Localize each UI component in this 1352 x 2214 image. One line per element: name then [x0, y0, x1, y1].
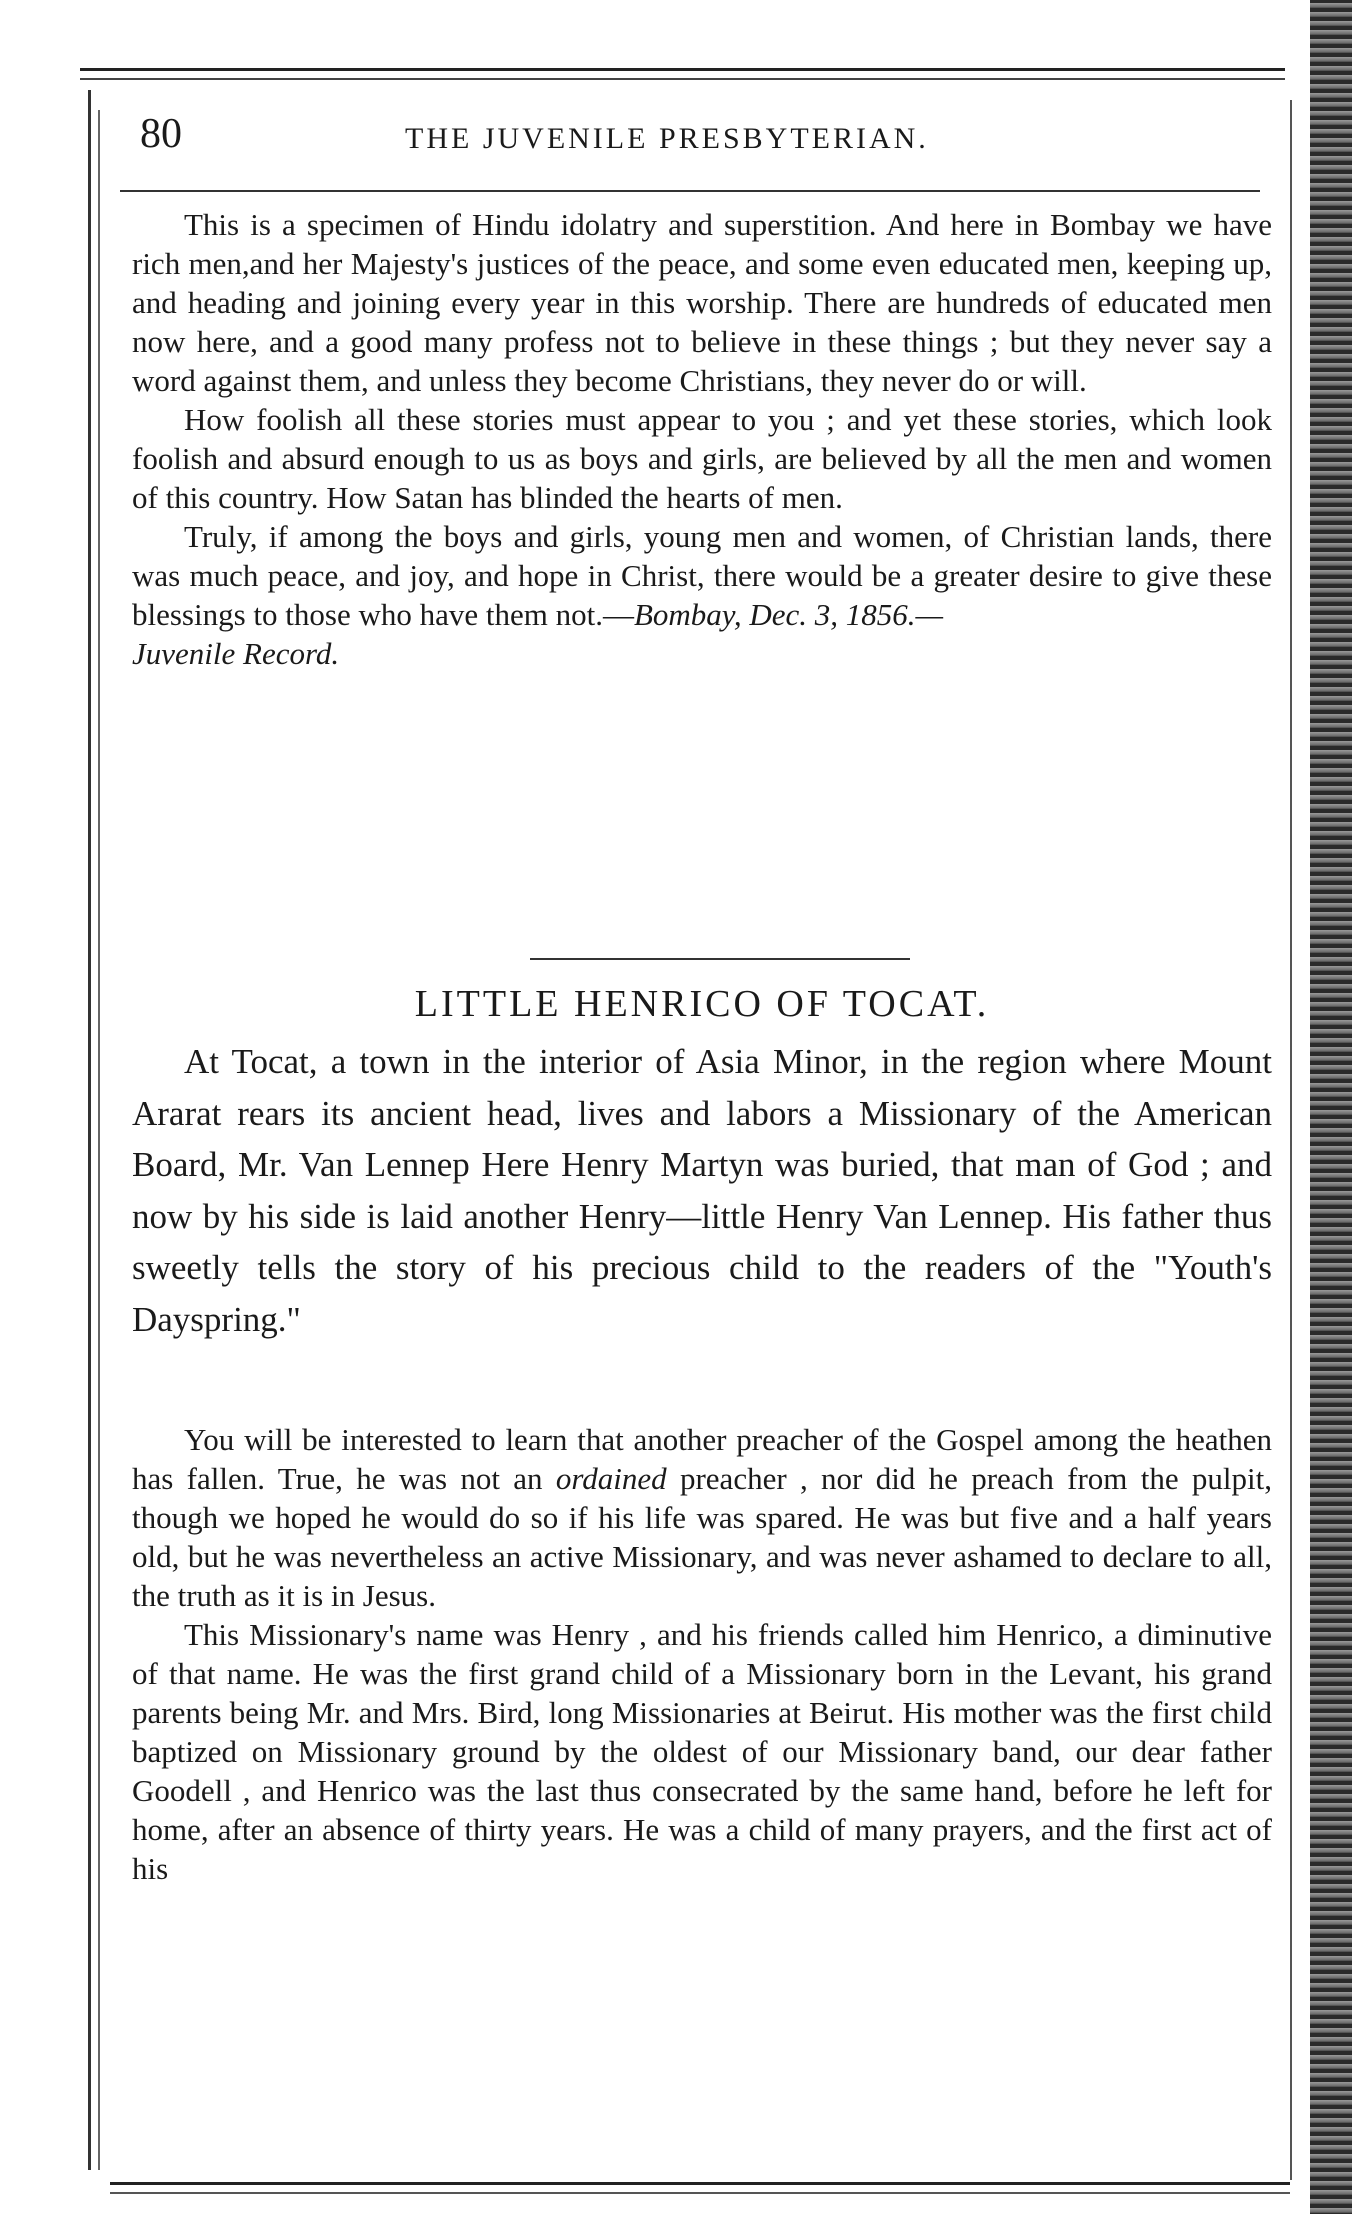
- article-title: LITTLE HENRICO OF TOCAT.: [414, 983, 990, 1025]
- bottom-border-rule: [110, 2182, 1290, 2185]
- bottom-border-rule-inner: [110, 2192, 1290, 2194]
- right-border-rule: [1290, 100, 1292, 2180]
- article-little-henrico-intro: [132, 1036, 1272, 1345]
- top-border-rule: [80, 68, 1285, 71]
- paragraph: This is a specimen of Hindu idolatry and superstition. And here in Bombay we have rich men,and her Majesty's justices of the peace, and some even educated men, keeping up, and heading and joining every year in this worship. There are hundreds of educated men now here, and a good many profess not to believe in these things ; but they never say a word against them, and unless they become Christians, they never do or will.: [132, 207, 1272, 398]
- source-credit: Juvenile Record.: [132, 636, 340, 671]
- left-border-rule: [88, 90, 91, 2170]
- article-little-henrico-body: [132, 1420, 1272, 1888]
- paragraph-text: Truly, if among the boys and girls, young men and women, of Christian lands, there was much peace, and joy, and hope in Christ, there would be a greater desire to give these blessings to those who have them not.—: [132, 519, 1272, 632]
- running-title: THE JUVENILE PRESBYTERIAN.: [405, 122, 929, 155]
- paragraph: How foolish all these stories must appear to you ; and yet these stories, which look foolish and absurd enough to us as boys and girls, are believed by all the men and women of this country. How Satan has blinded the hearts of men.: [132, 402, 1272, 515]
- source-dateline: Bombay, Dec. 3, 1856.—: [633, 597, 944, 632]
- top-border-rule-inner: [80, 78, 1285, 80]
- paragraph: This Missionary's name was Henry , and his friends called him Henrico, a diminutive of that name. He was the first grand child of a Missionary born in the Levant, his grand parents being Mr. and Mrs. Bird, long Missionaries at Beirut. His mother was the first child baptized on Missionary ground by the oldest of our Missionary band, our dear father Goodell , and Henrico was the last thus consecrated by the same hand, before he left for home, after an absence of thirty years. He was a child of many prayers, and the first act of his: [132, 1617, 1272, 1886]
- running-head: [140, 110, 1280, 170]
- paragraph: At Tocat, a town in the interior of Asia Minor, in the region where Mount Ararat rears its ancient head, lives and labors a Missionary of the American Board, Mr. Van Lennep Here Henry Martyn was buried, that man of God ; and now by his side is laid another Henry—little Henry Van Lennep. His father thus sweetly tells the story of his precious child to the readers of the "Youth's Dayspring.": [132, 1042, 1272, 1339]
- emphasis: ordained: [555, 1461, 667, 1496]
- paragraph: [132, 1420, 1272, 1615]
- section-divider: [530, 958, 910, 960]
- page-binding-edge: [1310, 0, 1352, 2214]
- header-rule: [120, 190, 1260, 192]
- page-number: 80: [140, 111, 182, 157]
- paragraph: [132, 517, 1272, 673]
- left-border-rule-inner: [98, 110, 100, 2170]
- article-hindu-idolatry: [132, 205, 1272, 673]
- paragraph-text: preacher , nor did he preach from the pulpit, though we hoped he would do so if his life was spared. He was but five and a half years old, but he was nevertheless an active Missionary, and was never ashamed to declare to all, the truth as it is in Jesus.: [132, 1461, 1272, 1613]
- paragraph-text: You will be interested to learn that another preacher of the Gospel among the heathen has fallen. True, he was not an: [132, 1422, 1272, 1496]
